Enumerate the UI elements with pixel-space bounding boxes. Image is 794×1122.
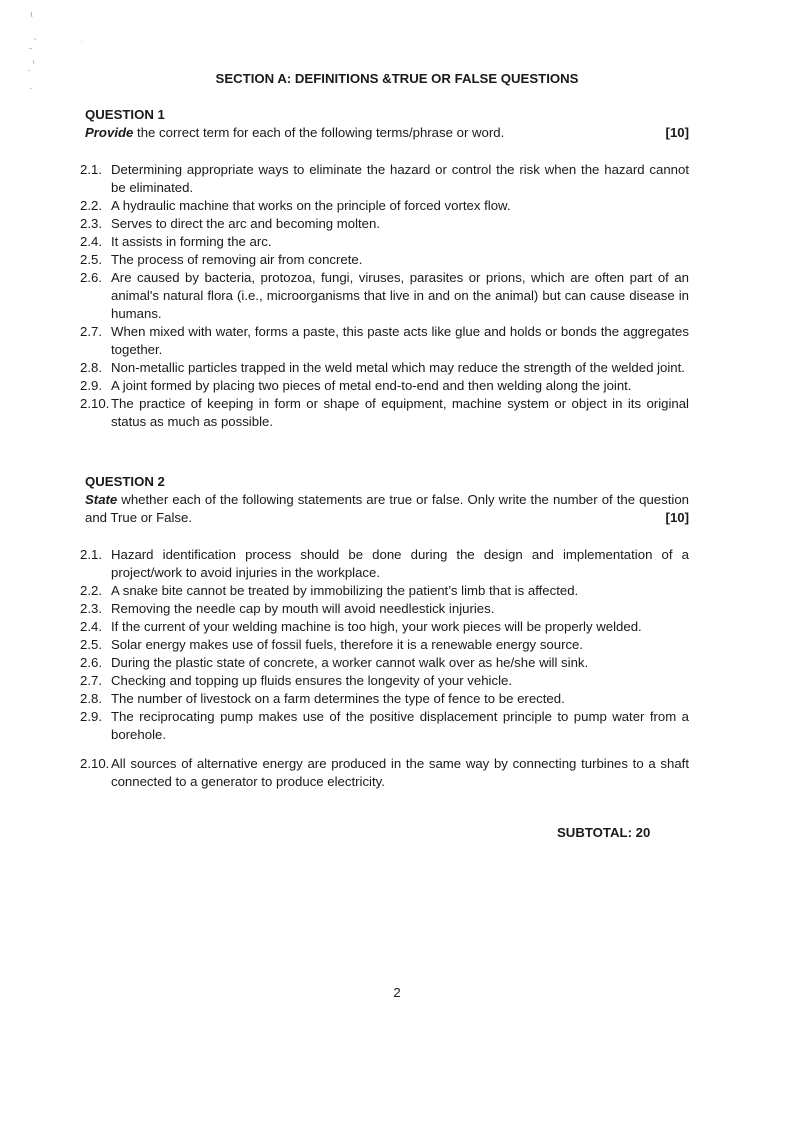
question-1-marks: [10] xyxy=(665,125,689,140)
item-number: 2.4. xyxy=(80,619,102,634)
question-2-item xyxy=(80,600,689,618)
question-1-item xyxy=(80,197,689,215)
question-1-item xyxy=(80,251,689,269)
item-number: 2.6. xyxy=(80,270,102,285)
item-number: 2.2. xyxy=(80,583,102,598)
item-text: Checking and topping up fluids ensures the longevity of your vehicle. xyxy=(111,673,513,688)
question-1-item xyxy=(80,269,689,323)
item-text: All sources of alternative energy are produced in the same way by connecting turbines to a shaft connected to a generator to produce electricity. xyxy=(111,756,689,789)
question-2-instruction-keyword: State xyxy=(85,492,118,507)
item-number: 2.5. xyxy=(80,252,102,267)
item-text: The practice of keeping in form or shape of equipment, machine system or object in its original status as much as possible. xyxy=(111,396,689,429)
item-text: The number of livestock on a farm determines the type of fence to be erected. xyxy=(111,691,565,706)
item-number: 2.10. xyxy=(80,756,110,771)
item-number: 2.2. xyxy=(80,198,102,213)
item-number: 2.7. xyxy=(80,324,102,339)
question-2-item xyxy=(80,708,689,744)
question-1-items xyxy=(80,161,689,431)
question-1-item xyxy=(80,161,689,197)
item-number: 2.1. xyxy=(80,162,102,177)
item-text: A snake bite cannot be treated by immobilizing the patient’s limb that is affected. xyxy=(111,583,579,598)
question-1-instruction-keyword: Provide xyxy=(85,125,134,140)
item-number: 2.1. xyxy=(80,547,102,562)
question-1-heading: QUESTION 1 xyxy=(85,107,165,122)
page-number: 2 xyxy=(393,985,401,1000)
section-title: SECTION A: DEFINITIONS &TRUE OR FALSE QUESTIONS xyxy=(215,71,579,86)
item-number: 2.3. xyxy=(80,216,102,231)
question-1-instruction xyxy=(85,124,689,142)
question-2-item xyxy=(80,690,689,708)
question-1-item xyxy=(80,233,689,251)
item-number: 2.3. xyxy=(80,601,102,616)
question-2-item xyxy=(80,755,689,791)
question-1-item xyxy=(80,377,689,395)
item-number: 2.8. xyxy=(80,360,102,375)
item-text: A hydraulic machine that works on the principle of forced vortex flow. xyxy=(111,198,511,213)
item-text: Determining appropriate ways to eliminate the hazard or control the risk when the hazard cannot be eliminated. xyxy=(111,162,689,195)
question-2-instruction xyxy=(85,491,689,527)
question-2-item xyxy=(80,546,689,582)
item-number: 2.10. xyxy=(80,396,110,411)
item-text: During the plastic state of concrete, a worker cannot walk over as he/she will sink. xyxy=(111,655,589,670)
item-number: 2.4. xyxy=(80,234,102,249)
item-number: 2.8. xyxy=(80,691,102,706)
item-text: It assists in forming the arc. xyxy=(111,234,272,249)
item-number: 2.6. xyxy=(80,655,102,670)
question-2-items xyxy=(80,546,689,791)
question-1-item xyxy=(80,215,689,233)
item-text: Serves to direct the arc and becoming molten. xyxy=(111,216,381,231)
item-number: 2.9. xyxy=(80,709,102,724)
question-2-marks: [10] xyxy=(665,510,689,525)
item-text: If the current of your welding machine is too high, your work pieces will be properly welded. xyxy=(111,619,642,634)
item-text: Removing the needle cap by mouth will avoid needlestick injuries. xyxy=(111,601,495,616)
question-2-item xyxy=(80,618,689,636)
item-number: 2.5. xyxy=(80,637,102,652)
subtotal: SUBTOTAL: 20 xyxy=(557,825,651,840)
question-2-instruction-text: whether each of the following statements are true or false. Only write the number of the question and True or False. xyxy=(85,492,689,525)
question-2-item xyxy=(80,654,689,672)
item-number: 2.9. xyxy=(80,378,102,393)
item-text: The reciprocating pump makes use of the positive displacement principle to pump water from a borehole. xyxy=(111,709,689,742)
question-2-item xyxy=(80,636,689,654)
question-2-item xyxy=(80,672,689,690)
question-1-item xyxy=(80,323,689,359)
item-number: 2.7. xyxy=(80,673,102,688)
item-text: Are caused by bacteria, protozoa, fungi, viruses, parasites or prions, which are often part of an animal's natural flora (i.e., microorganisms that live in and on the animal) but can cause disease in humans. xyxy=(111,270,689,321)
question-2-heading: QUESTION 2 xyxy=(85,474,165,489)
item-text: Hazard identification process should be done during the design and implementation of a project/work to avoid injuries in the workplace. xyxy=(111,547,689,580)
item-text: The process of removing air from concrete. xyxy=(111,252,363,267)
question-1-item xyxy=(80,359,689,377)
question-1-item xyxy=(80,395,689,431)
item-text: A joint formed by placing two pieces of metal end-to-end and then welding along the joint. xyxy=(111,378,632,393)
item-text: When mixed with water, forms a paste, this paste acts like glue and holds or bonds the aggregates together. xyxy=(111,324,689,357)
question-2-item xyxy=(80,582,689,600)
question-1-instruction-text: the correct term for each of the following terms/phrase or word. xyxy=(133,125,505,140)
item-text: Non-metallic particles trapped in the weld metal which may reduce the strength of the welded joint. xyxy=(111,360,685,375)
item-text: Solar energy makes use of fossil fuels, therefore it is a renewable energy source. xyxy=(111,637,584,652)
